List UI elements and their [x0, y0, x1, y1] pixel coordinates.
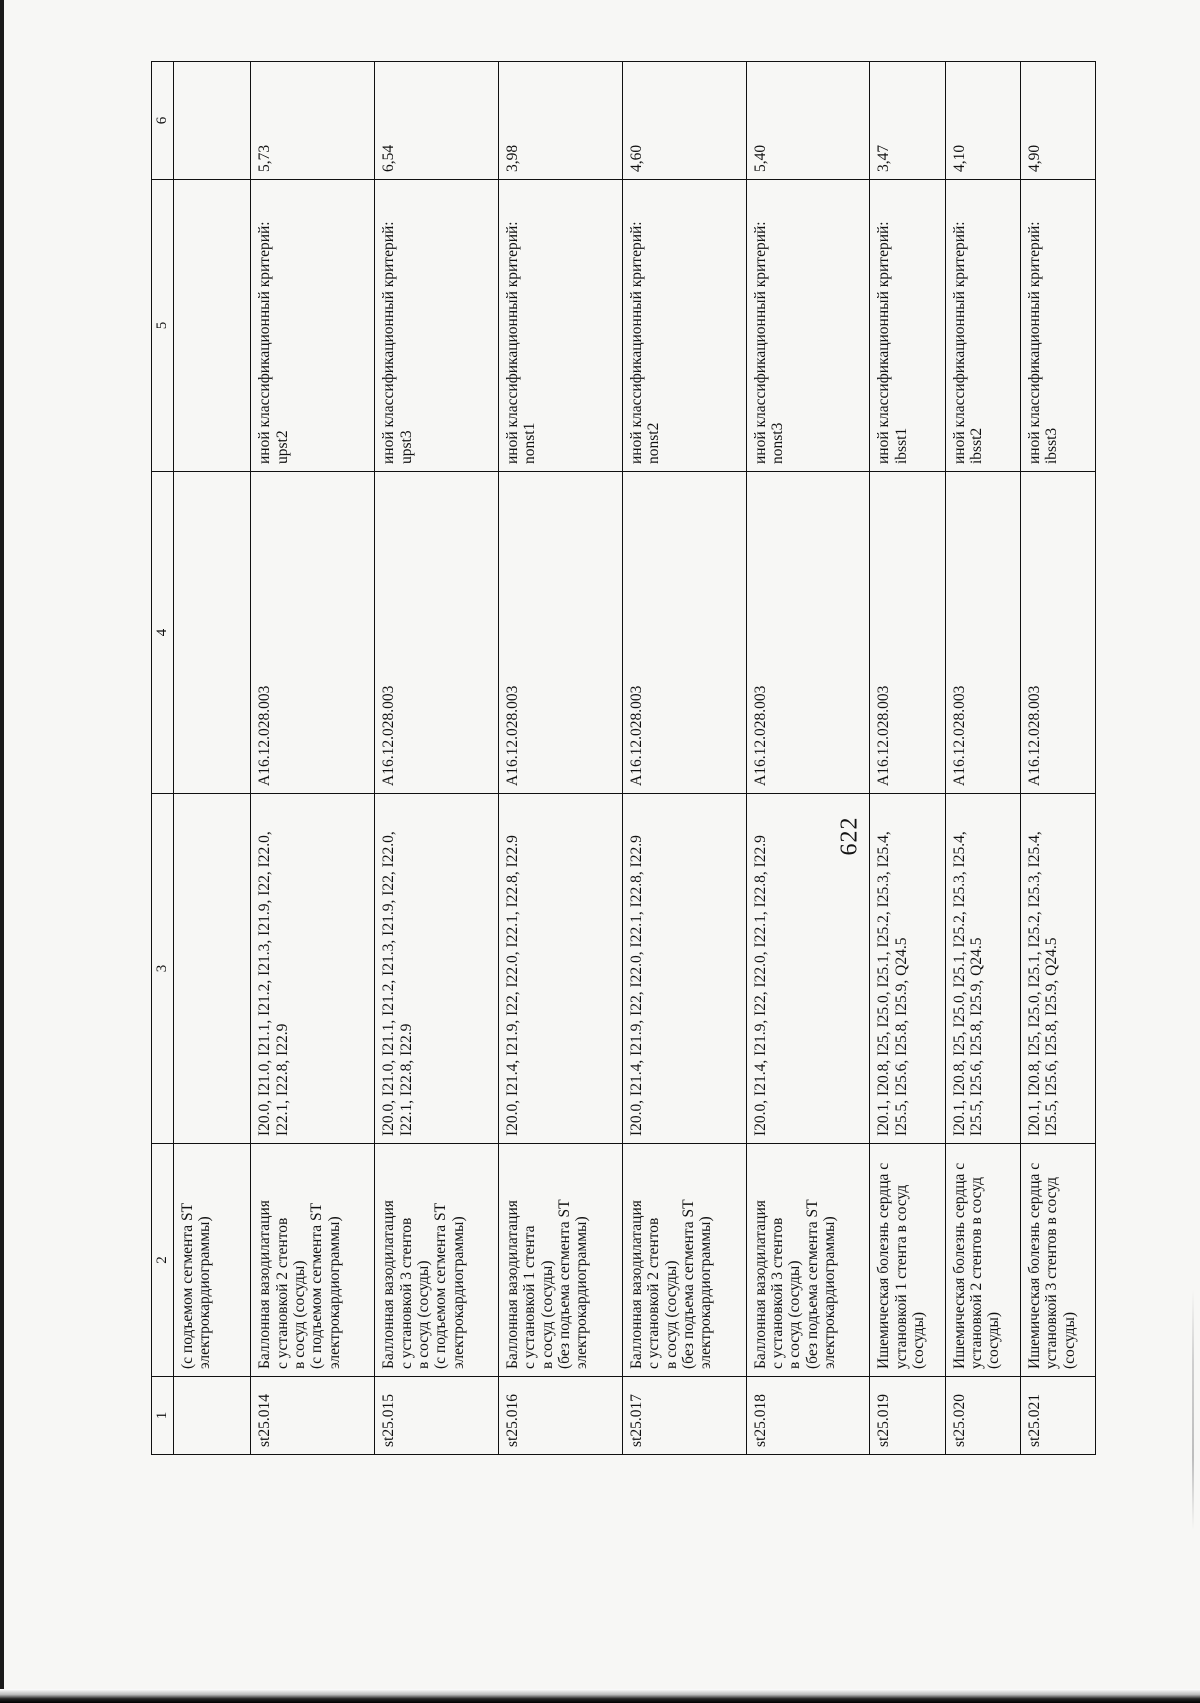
row-criterion: иной классификационный критерий: ibsst3	[1020, 180, 1095, 472]
cont-criterion	[174, 180, 251, 472]
row-name: Ишемическая болезнь сердца с установкой 1 стента в сосуд (сосуды)	[870, 1144, 945, 1377]
row-code: st25.016	[499, 1377, 623, 1455]
row-icd-codes: I20.1, I20.8, I25, I25.0, I25.1, I25.2, I25.3, I25.4, I25.5, I25.6, I25.8, I25.9, Q24.5	[945, 794, 1020, 1144]
table-container	[151, 62, 1096, 1455]
table-row	[1020, 62, 1095, 1455]
cont-name: (с подъемом сегмента ST электрокардиограммы)	[174, 1144, 251, 1377]
scan-left-edge	[0, 0, 4, 1703]
header-col-4: 4	[152, 472, 174, 794]
table-header-row	[152, 62, 174, 1455]
row-code: st25.021	[1020, 1377, 1095, 1455]
row-criterion: иной классификационный критерий: nonst2	[622, 180, 746, 472]
row-service-code: A16.12.028.003	[870, 472, 945, 794]
row-criterion: иной классификационный критерий: nonst1	[499, 180, 623, 472]
cont-coef	[174, 62, 251, 180]
table-row	[870, 62, 945, 1455]
row-criterion: иной классификационный критерий: ibsst1	[870, 180, 945, 472]
row-code: st25.020	[945, 1377, 1020, 1455]
row-criterion: иной классификационный критерий: nonst3	[746, 180, 870, 472]
row-icd-codes: I20.0, I21.0, I21.1, I21.2, I21.3, I21.9, I22, I22.0, I22.1, I22.8, I22.9	[251, 794, 375, 1144]
row-criterion: иной классификационный критерий: upst2	[251, 180, 375, 472]
cont-service	[174, 472, 251, 794]
row-service-code: A16.12.028.003	[746, 472, 870, 794]
table-row	[945, 62, 1020, 1455]
row-service-code: A16.12.028.003	[375, 472, 499, 794]
row-icd-codes: I20.0, I21.4, I21.9, I22, I22.0, I22.1, I22.8, I22.9	[499, 794, 623, 1144]
row-icd-codes: I20.1, I20.8, I25, I25.0, I25.1, I25.2, I25.3, I25.4, I25.5, I25.6, I25.8, I25.9, Q24.5	[870, 794, 945, 1144]
row-coefficient: 5,73	[251, 62, 375, 180]
scan-artifact-mark	[1192, 1290, 1194, 1530]
row-code: st25.019	[870, 1377, 945, 1455]
row-code: st25.014	[251, 1377, 375, 1455]
row-service-code: A16.12.028.003	[499, 472, 623, 794]
row-criterion: иной классификационный критерий: upst3	[375, 180, 499, 472]
header-col-6: 6	[152, 62, 174, 180]
header-col-1: 1	[152, 1377, 174, 1455]
table-row	[375, 62, 499, 1455]
row-icd-codes: I20.0, I21.4, I21.9, I22, I22.0, I22.1, I22.8, I22.9	[622, 794, 746, 1144]
row-name: Ишемическая болезнь сердца с установкой 3 стентов в сосуд (сосуды)	[1020, 1144, 1095, 1377]
table-row	[746, 62, 870, 1455]
row-name: Баллонная вазодилатация с установкой 3 стентов в сосуд (сосуды) (без подъема сегмента ST электрокардиограммы)	[746, 1144, 870, 1377]
cont-icd	[174, 794, 251, 1144]
row-icd-codes: I20.1, I20.8, I25, I25.0, I25.1, I25.2, I25.3, I25.4, I25.5, I25.6, I25.8, I25.9, Q24.5	[1020, 794, 1095, 1144]
row-name: Ишемическая болезнь сердца с установкой 2 стентов в сосуд (сосуды)	[945, 1144, 1020, 1377]
tariff-table	[151, 61, 1096, 1455]
row-coefficient: 5,40	[746, 62, 870, 180]
cont-code	[174, 1377, 251, 1455]
row-code: st25.015	[375, 1377, 499, 1455]
row-service-code: A16.12.028.003	[251, 472, 375, 794]
row-name: Баллонная вазодилатация с установкой 3 стентов в сосуд (сосуды) (с подъемом сегмента ST электрокардиограммы)	[375, 1144, 499, 1377]
row-criterion: иной классификационный критерий: ibsst2	[945, 180, 1020, 472]
scan-bottom-edge	[0, 1689, 1200, 1703]
row-code: st25.018	[746, 1377, 870, 1455]
row-coefficient: 4,10	[945, 62, 1020, 180]
row-icd-codes: I20.0, I21.4, I21.9, I22, I22.0, I22.1, I22.8, I22.9	[746, 794, 870, 1144]
header-col-2: 2	[152, 1144, 174, 1377]
row-icd-codes: I20.0, I21.0, I21.1, I21.2, I21.3, I21.9, I22, I22.0, I22.1, I22.8, I22.9	[375, 794, 499, 1144]
row-coefficient: 4,90	[1020, 62, 1095, 180]
row-service-code: A16.12.028.003	[1020, 472, 1095, 794]
row-code: st25.017	[622, 1377, 746, 1455]
row-name: Баллонная вазодилатация с установкой 2 стентов в сосуд (сосуды) (с подъемом сегмента ST электрокардиограммы)	[251, 1144, 375, 1377]
table-row	[499, 62, 623, 1455]
header-col-5: 5	[152, 180, 174, 472]
row-coefficient: 6,54	[375, 62, 499, 180]
header-col-3: 3	[152, 794, 174, 1144]
page-number: 622	[836, 816, 863, 856]
row-coefficient: 3,98	[499, 62, 623, 180]
row-name: Баллонная вазодилатация с установкой 1 стента в сосуд (сосуды) (без подъема сегмента ST электрокардиограммы)	[499, 1144, 623, 1377]
continuation-row	[174, 62, 251, 1455]
row-coefficient: 4,60	[622, 62, 746, 180]
table-row	[622, 62, 746, 1455]
table-row	[251, 62, 375, 1455]
row-service-code: A16.12.028.003	[945, 472, 1020, 794]
row-name: Баллонная вазодилатация с установкой 2 стентов в сосуд (сосуды) (без подъема сегмента ST электрокардиограммы)	[622, 1144, 746, 1377]
row-coefficient: 3,47	[870, 62, 945, 180]
row-service-code: A16.12.028.003	[622, 472, 746, 794]
